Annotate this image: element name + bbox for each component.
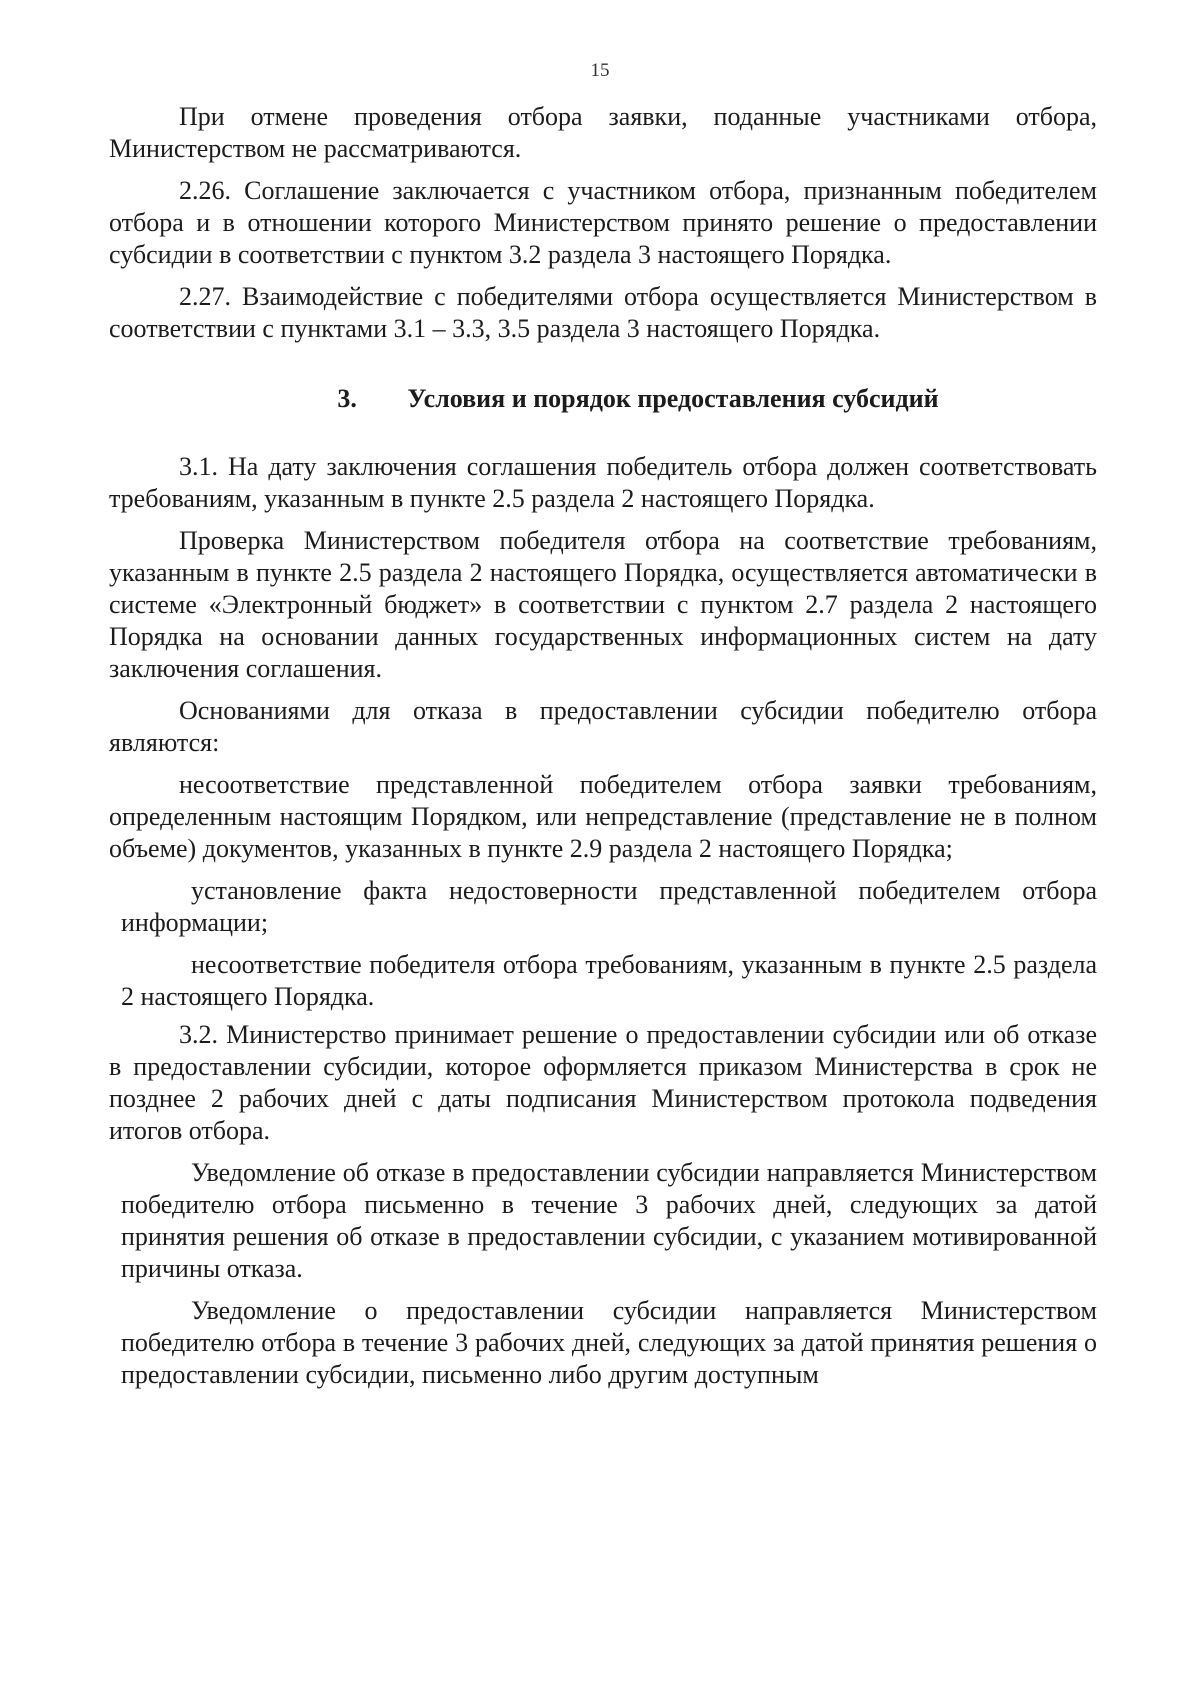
paragraph-2-26: 2.26. Соглашение заключается с участником отбора, признанным победителем отбора и в отношении которого Министерством принято решение о предоставлении субсидии в соответствии с пунктом 3.2 раздела 3 настоящего Порядка.	[109, 176, 1097, 269]
paragraph-refusal-notice: Уведомление об отказе в предоставлении субсидии направляется Министерством победителю отбора письменно в течение 3 рабочих дней, следующих за датой принятия решения об отказе в предоставлении субсидии, с указанием мотивированной причины отказа.	[121, 1158, 1097, 1283]
paragraph-2-27: 2.27. Взаимодействие с победителями отбора осуществляется Министерством в соответствии с пунктами 3.1 – 3.3, 3.5 раздела 3 настоящего Порядка.	[109, 282, 1097, 343]
list-item-application-mismatch: несоответствие представленной победителем отбора заявки требованиям, определенным настоящим Порядком, или непредставление (представление не в полном объеме) документов, указанных в пункте 2.9 раздела 2 настоящего Порядка;	[109, 770, 1097, 863]
paragraph-grant-notice: Уведомление о предоставлении субсидии направляется Министерством победителю отбора в течение 3 рабочих дней, следующих за датой принятия решения о предоставлении субсидии, письменно либо другим доступным	[121, 1296, 1097, 1389]
section-heading	[109, 383, 1097, 415]
paragraph-3-1: 3.1. На дату заключения соглашения победитель отбора должен соответствовать требованиям, указанным в пункте 2.5 раздела 2 настоящего Порядка.	[109, 452, 1097, 513]
section-number: 3.	[337, 384, 357, 413]
list-item-requirements-mismatch: несоответствие победителя отбора требованиям, указанным в пункте 2.5 раздела 2 настоящего Порядка.	[121, 950, 1097, 1011]
paragraph-cancel-selection: При отмене проведения отбора заявки, поданные участниками отбора, Министерством не рассматриваются.	[109, 102, 1097, 163]
document-body	[109, 101, 1097, 1391]
paragraph-verification: Проверка Министерством победителя отбора на соответствие требованиям, указанным в пункте 2.5 раздела 2 настоящего Порядка, осуществляется автоматически в системе «Электронный бюджет» в соответствии с пунктом 2.7 раздела 2 настоящего Порядка на основании данных государственных информационных систем на дату заключения соглашения.	[109, 526, 1097, 683]
section-title: Условия и порядок предоставления субсидий	[407, 384, 939, 413]
paragraph-refusal-grounds: Основаниями для отказа в предоставлении субсидии победителю отбора являются:	[109, 696, 1097, 757]
list-item-false-information: установление факта недостоверности представленной победителем отбора информации;	[121, 876, 1097, 937]
paragraph-3-2: 3.2. Министерство принимает решение о предоставлении субсидии или об отказе в предоставлении субсидии, которое оформляется приказом Министерства в срок не позднее 2 рабочих дней с даты подписания Министерством протокола подведения итогов отбора.	[109, 1020, 1097, 1145]
page-number: 15	[590, 60, 610, 81]
